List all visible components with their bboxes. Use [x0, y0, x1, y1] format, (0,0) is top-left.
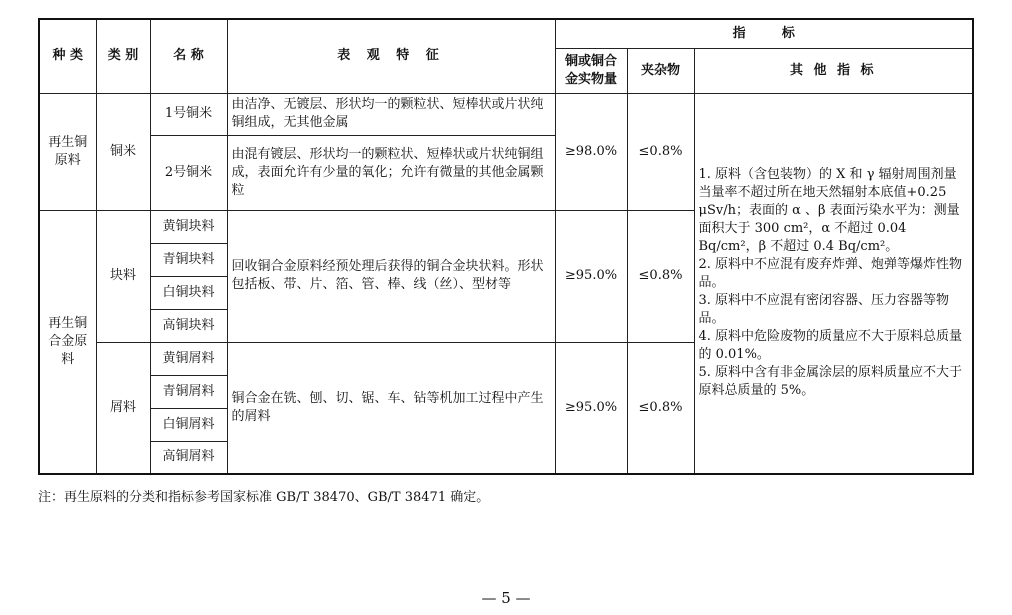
other-indicator-4: 4. 原料中危险废物的质量应不大于原料总质量的 0.01%。 [698, 329, 963, 363]
other-indicators-cell [694, 93, 973, 474]
desc-scrap: 铜合金在铣、刨、切、锯、车、钻等机加工过程中产生的屑料 [227, 342, 555, 474]
value-copper-rice-impurity: ≤0.8% [627, 93, 694, 210]
name-block: 黄铜块料 [150, 210, 227, 243]
category-copper-rice: 铜米 [96, 93, 150, 210]
category-scrap: 屑料 [96, 342, 150, 474]
value-copper-rice-content: ≥98.0% [555, 93, 627, 210]
header-other-indicators: 其 他 指 标 [694, 48, 973, 93]
desc-copper-rice-2: 由混有镀层、形状均一的颗粒状、短棒状或片状纯铜组成，表面允许有少量的氧化；允许有微量的其他金属颗粒 [227, 135, 555, 210]
page-number: — 5 — [481, 589, 531, 607]
header-impurities: 夹杂物 [627, 48, 694, 93]
value-block-content: ≥95.0% [555, 210, 627, 342]
name-scrap: 高铜屑料 [150, 441, 227, 474]
header-category: 类 别 [96, 19, 150, 93]
name-copper-rice-2: 2号铜米 [150, 135, 227, 210]
category-block: 块料 [96, 210, 150, 342]
name-scrap: 青铜屑料 [150, 375, 227, 408]
other-indicator-1: 1. 原料（含包装物）的 X 和 γ 辐射周围剂量当量率不超过所在地天然辐射本底值+0.25 μSv/h；表面的 α 、β 表面污染水平为：测量面积大于 300 cm²，α 不超过 0.04 Bq/cm²，β 不超过 0.4 Bq/cm²。 [698, 167, 960, 255]
header-type: 种 类 [39, 19, 96, 93]
desc-block: 回收铜合金原料经预处理后获得的铜合金块状料。形状包括板、带、片、箔、管、棒、线（丝）、型材等 [227, 210, 555, 342]
name-block: 青铜块料 [150, 243, 227, 276]
desc-copper-rice-1: 由洁净、无镀层、形状均一的颗粒状、短棒状或片状纯铜组成，无其他金属 [227, 93, 555, 135]
group-recycled-copper: 再生铜原料 [39, 93, 96, 210]
header-name: 名 称 [150, 19, 227, 93]
header-appearance: 表 观 特 征 [227, 19, 555, 93]
table-note: 注：再生原料的分类和指标参考国家标准 GB/T 38470、GB/T 38471 确定。 [38, 490, 490, 505]
value-scrap-content: ≥95.0% [555, 342, 627, 474]
name-block: 高铜块料 [150, 309, 227, 342]
other-indicator-5: 5. 原料中含有非金属涂层的原料质量应不大于原料总质量的 5%。 [698, 365, 963, 399]
name-scrap: 白铜屑料 [150, 408, 227, 441]
name-scrap: 黄铜屑料 [150, 342, 227, 375]
value-scrap-impurity: ≤0.8% [627, 342, 694, 474]
specification-table [38, 18, 974, 475]
header-copper-content: 铜或铜合金实物量 [555, 48, 627, 93]
name-copper-rice-1: 1号铜米 [150, 93, 227, 135]
other-indicator-3: 3. 原料中不应混有密闭容器、压力容器等物品。 [698, 293, 950, 327]
group-recycled-alloy: 再生铜合金原料 [39, 210, 96, 474]
value-block-impurity: ≤0.8% [627, 210, 694, 342]
header-indicators: 指 标 [555, 19, 973, 48]
other-indicator-2: 2. 原料中不应混有废弃炸弹、炮弹等爆炸性物品。 [698, 257, 963, 291]
name-block: 白铜块料 [150, 276, 227, 309]
